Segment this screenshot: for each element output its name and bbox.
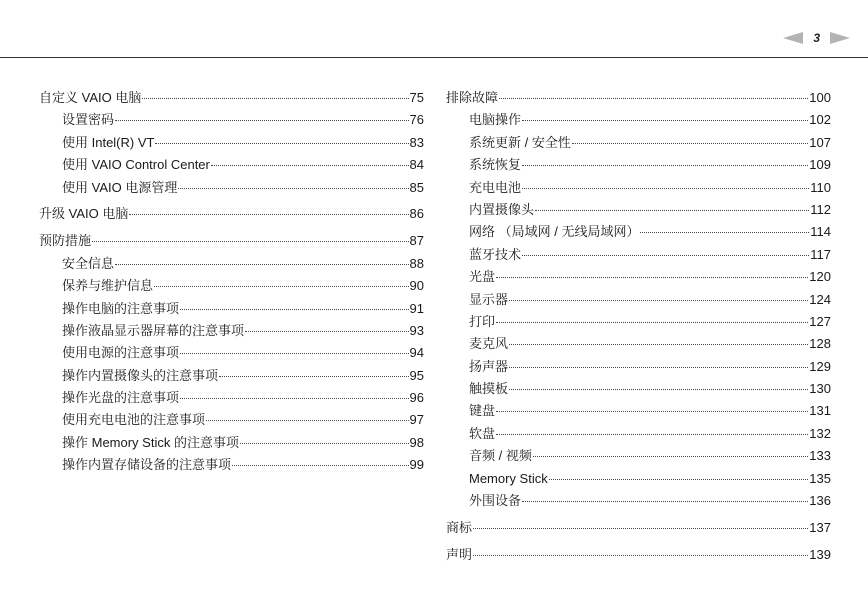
toc-entry-page-number: 102 xyxy=(809,112,831,128)
toc-entry-title: Memory Stick xyxy=(469,470,548,486)
dot-leader xyxy=(154,285,409,287)
toc-entry-title: 系统恢复 xyxy=(469,157,522,173)
toc-subsection-entry[interactable] xyxy=(446,468,831,490)
toc-subsection-entry[interactable] xyxy=(39,275,424,297)
toc-subsection-entry[interactable] xyxy=(446,490,831,512)
toc-section-entry[interactable] xyxy=(39,87,424,109)
toc-entry-page-number: 97 xyxy=(409,412,424,428)
toc-entry-title: 操作液晶显示器屏幕的注意事项 xyxy=(62,322,245,338)
toc-subsection-entry[interactable] xyxy=(39,432,424,454)
previous-page-arrow-icon[interactable] xyxy=(783,32,803,44)
toc-entry-title: 使用 VAIO Control Center xyxy=(62,157,210,173)
dot-leader xyxy=(522,164,808,166)
toc-entry-page-number: 90 xyxy=(409,278,424,294)
toc-section-entry[interactable] xyxy=(446,544,831,566)
page-navigation xyxy=(783,31,850,45)
dot-leader xyxy=(245,330,409,332)
dot-leader xyxy=(178,187,408,189)
toc-entry-page-number: 94 xyxy=(409,345,424,361)
toc-subsection-entry[interactable] xyxy=(446,311,831,333)
toc-subsection-entry[interactable] xyxy=(446,177,831,199)
dot-leader xyxy=(509,343,808,345)
toc-entry-title: 操作电脑的注意事项 xyxy=(62,300,180,316)
toc-entry-page-number: 93 xyxy=(409,322,424,338)
toc-subsection-entry[interactable] xyxy=(39,177,424,199)
toc-entry-title: 显示器 xyxy=(469,291,509,307)
dot-leader xyxy=(155,142,408,144)
toc-entry-page-number: 135 xyxy=(809,470,831,486)
toc-entry-page-number: 109 xyxy=(809,157,831,173)
toc-subsection-entry[interactable] xyxy=(39,132,424,154)
toc-entry-title: 声明 xyxy=(446,546,473,562)
toc-entry-title: 内置摄像头 xyxy=(469,201,535,217)
toc-entry-title: 充电电池 xyxy=(469,179,522,195)
toc-subsection-entry[interactable] xyxy=(446,132,831,154)
dot-leader xyxy=(115,263,409,265)
toc-subsection-entry[interactable] xyxy=(446,445,831,467)
toc-subsection-entry[interactable] xyxy=(446,244,831,266)
dot-leader xyxy=(640,231,809,233)
toc-entry-title: 打印 xyxy=(469,313,496,329)
toc-subsection-entry[interactable] xyxy=(446,400,831,422)
dot-leader xyxy=(509,366,808,368)
dot-leader xyxy=(180,397,409,399)
toc-subsection-entry[interactable] xyxy=(39,342,424,364)
toc-entry-page-number: 98 xyxy=(409,434,424,450)
toc-entry-title: 操作光盘的注意事项 xyxy=(62,390,180,406)
toc-entry-page-number: 83 xyxy=(409,134,424,150)
toc-entry-title: 保养与维护信息 xyxy=(62,278,154,294)
toc-entry-title: 蓝牙技术 xyxy=(469,246,522,262)
toc-entry-title: 使用充电电池的注意事项 xyxy=(62,412,206,428)
toc-entry-page-number: 96 xyxy=(409,390,424,406)
dot-leader xyxy=(522,119,808,121)
dot-leader xyxy=(496,410,808,412)
dot-leader xyxy=(115,119,409,121)
toc-subsection-entry[interactable] xyxy=(39,365,424,387)
toc-entry-title: 操作内置摄像头的注意事项 xyxy=(62,367,219,383)
toc-entry-page-number: 107 xyxy=(809,134,831,150)
page-header xyxy=(0,0,868,58)
toc-subsection-entry[interactable] xyxy=(446,221,831,243)
toc-entry-page-number: 127 xyxy=(809,313,831,329)
toc-subsection-entry[interactable] xyxy=(446,199,831,221)
dot-leader xyxy=(509,299,808,301)
toc-entry-title: 音频 / 视频 xyxy=(469,448,532,464)
toc-entry-title: 使用 VAIO 电源管理 xyxy=(62,179,178,195)
dot-leader xyxy=(92,240,409,242)
toc-subsection-entry[interactable] xyxy=(39,253,424,275)
toc-entry-title: 设置密码 xyxy=(62,112,115,128)
page-number: 3 xyxy=(813,31,820,45)
toc-subsection-entry[interactable] xyxy=(446,109,831,131)
dot-leader xyxy=(496,321,808,323)
toc-subsection-entry[interactable] xyxy=(39,154,424,176)
toc-entry-page-number: 76 xyxy=(409,112,424,128)
toc-column-right xyxy=(446,87,831,566)
dot-leader xyxy=(232,464,409,466)
toc-subsection-entry[interactable] xyxy=(446,423,831,445)
dot-leader xyxy=(535,209,809,211)
toc-subsection-entry[interactable] xyxy=(39,320,424,342)
toc-entry-title: 光盘 xyxy=(469,269,496,285)
toc-entry-page-number: 131 xyxy=(809,403,831,419)
toc-entry-title: 预防措施 xyxy=(39,233,92,249)
dot-leader xyxy=(206,419,409,421)
toc-entry-page-number: 86 xyxy=(409,206,424,222)
toc-entry-page-number: 112 xyxy=(810,201,831,217)
toc-subsection-entry[interactable] xyxy=(39,454,424,476)
toc-entry-page-number: 136 xyxy=(809,493,831,509)
toc-entry-title: 软盘 xyxy=(469,425,496,441)
dot-leader xyxy=(129,213,408,215)
dot-leader xyxy=(522,187,809,189)
toc-entry-page-number: 124 xyxy=(809,291,831,307)
toc-entry-title: 键盘 xyxy=(469,403,496,419)
toc-subsection-entry[interactable] xyxy=(446,154,831,176)
toc-entry-page-number: 132 xyxy=(809,425,831,441)
dot-leader xyxy=(549,478,809,480)
dot-leader xyxy=(180,308,409,310)
toc-entry-page-number: 120 xyxy=(809,269,831,285)
toc-entry-page-number: 129 xyxy=(809,358,831,374)
toc-entry-title: 排除故障 xyxy=(446,90,499,105)
dot-leader xyxy=(473,554,808,556)
dot-leader xyxy=(522,500,808,502)
dot-leader xyxy=(533,455,808,457)
toc-entry-page-number: 95 xyxy=(409,367,424,383)
toc-section-entry[interactable] xyxy=(39,230,424,252)
toc-subsection-entry[interactable] xyxy=(39,109,424,131)
toc-entry-title: 安全信息 xyxy=(62,255,115,271)
toc-entry-title: 系统更新 / 安全性 xyxy=(469,134,571,150)
toc-subsection-entry[interactable] xyxy=(446,378,831,400)
toc-entry-title: 使用 Intel(R) VT xyxy=(62,134,155,150)
toc-entry-page-number: 114 xyxy=(810,224,831,240)
toc-entry-page-number: 84 xyxy=(409,157,424,173)
toc-entry-title: 扬声器 xyxy=(469,358,509,374)
toc-entry-page-number: 75 xyxy=(409,90,424,105)
toc-entry-title: 网络 （局域网 / 无线局域网） xyxy=(469,224,640,240)
toc-entry-title: 操作 Memory Stick 的注意事项 xyxy=(62,434,239,450)
toc-entry-title: 商标 xyxy=(446,519,473,535)
toc-entry-page-number: 130 xyxy=(809,381,831,397)
toc-subsection-entry[interactable] xyxy=(446,356,831,378)
dot-leader xyxy=(211,164,409,166)
toc-subsection-entry[interactable] xyxy=(39,387,424,409)
toc-section-entry[interactable] xyxy=(446,87,831,109)
toc-entry-title: 操作内置存储设备的注意事项 xyxy=(62,457,232,473)
toc-entry-title: 升级 VAIO 电脑 xyxy=(39,206,129,222)
toc-entry-title: 自定义 VAIO 电脑 xyxy=(39,90,142,105)
dot-leader xyxy=(219,375,409,377)
next-page-arrow-icon[interactable] xyxy=(830,32,850,44)
toc-entry-page-number: 137 xyxy=(809,519,831,535)
toc-entry-page-number: 85 xyxy=(409,179,424,195)
toc-entry-title: 电脑操作 xyxy=(469,112,522,128)
dot-leader xyxy=(142,97,408,99)
toc-entry-page-number: 133 xyxy=(809,448,831,464)
toc-entry-page-number: 100 xyxy=(809,90,831,105)
toc-subsection-entry[interactable] xyxy=(446,266,831,288)
toc-entry-title: 触摸板 xyxy=(469,381,509,397)
dot-leader xyxy=(509,388,808,390)
toc-entry-page-number: 110 xyxy=(810,179,831,195)
toc-subsection-entry[interactable] xyxy=(39,409,424,431)
dot-leader xyxy=(496,433,808,435)
toc-entry-page-number: 117 xyxy=(810,246,831,262)
dot-leader xyxy=(572,142,808,144)
dot-leader xyxy=(473,527,808,529)
toc-entry-page-number: 139 xyxy=(809,546,831,562)
toc-entry-title: 使用电源的注意事项 xyxy=(62,345,180,361)
toc-entry-page-number: 91 xyxy=(409,300,424,316)
toc-entry-page-number: 128 xyxy=(809,336,831,352)
dot-leader xyxy=(496,276,808,278)
dot-leader xyxy=(180,352,409,354)
toc-entry-page-number: 99 xyxy=(409,457,424,473)
toc-section-entry[interactable] xyxy=(446,517,831,539)
toc-entry-page-number: 87 xyxy=(409,233,424,249)
dot-leader xyxy=(522,254,809,256)
toc-subsection-entry[interactable] xyxy=(446,333,831,355)
toc-subsection-entry[interactable] xyxy=(39,298,424,320)
toc-entry-title: 外围设备 xyxy=(469,493,522,509)
toc-column-left xyxy=(39,87,424,477)
toc-section-entry[interactable] xyxy=(39,203,424,225)
toc-subsection-entry[interactable] xyxy=(446,289,831,311)
dot-leader xyxy=(240,442,409,444)
toc-entry-title: 麦克风 xyxy=(469,336,509,352)
dot-leader xyxy=(499,97,808,99)
toc-entry-page-number: 88 xyxy=(409,255,424,271)
